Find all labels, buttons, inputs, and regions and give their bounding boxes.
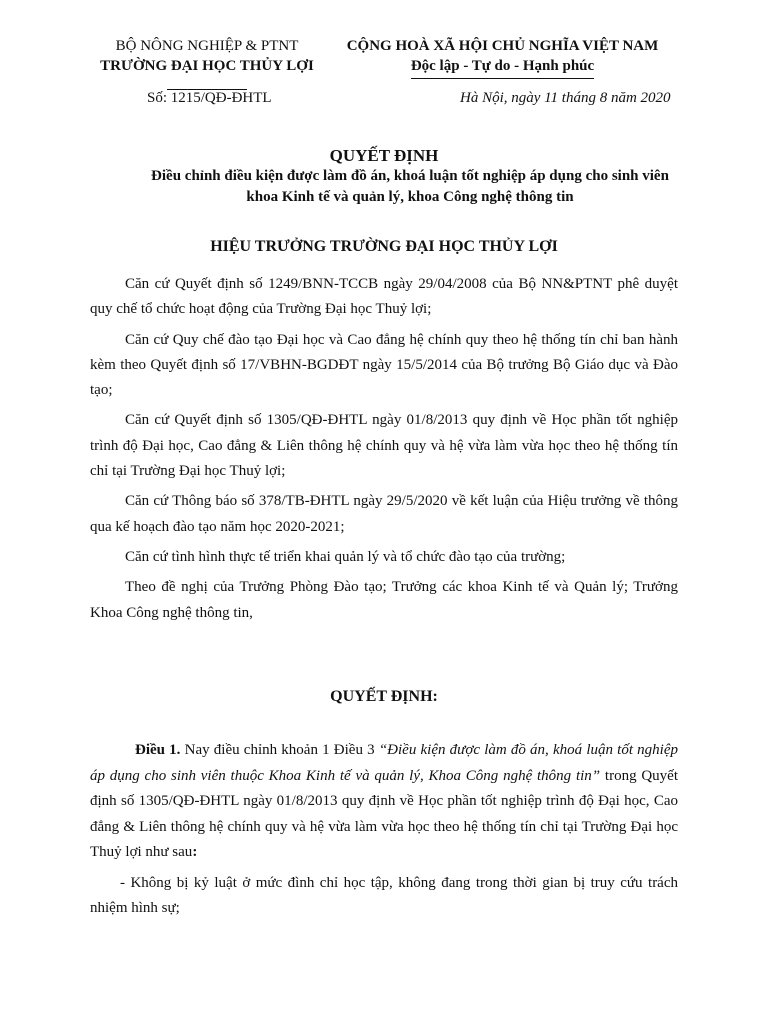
article-1-paragraph (90, 738, 678, 866)
article-1-colon: : (192, 844, 198, 860)
preamble-paragraph: Theo đề nghị của Trưởng Phòng Đào tạo; Trưởng các khoa Kinh tế và Quản lý; Trưởng Khoa Công nghệ thông tin, (90, 579, 678, 621)
document-subtitle: Điều chỉnh điều kiện được làm đồ án, khoá luận tốt nghiệp áp dụng cho sinh viên khoa Kinh tế và quản lý, khoa Công nghệ thông tin (151, 168, 669, 205)
issuer-block (92, 36, 322, 96)
ministry-name: BỘ NÔNG NGHIỆP & PTNT (115, 38, 299, 54)
article-1-quote: “Điều kiện được làm đồ án, khoá luận tốt nghiệp áp dụng cho sinh viên thuộc Khoa Kinh tế và quản lý, Khoa Công nghệ thông tin” (90, 742, 678, 784)
preamble-paragraph: Căn cứ Quyết định số 1249/BNN-TCCB ngày 29/04/2008 của Bộ NN&PTNT phê duyệt quy chế tổ chức hoạt động của Trường Đại học Thuỷ lợi; (90, 276, 678, 318)
national-motto: Độc lập - Tự do - Hạnh phúc (411, 56, 594, 79)
document-number: Số: 1215/QĐ-ĐHTL (147, 90, 272, 106)
article-1-label: Điều 1. (135, 742, 181, 758)
preamble-paragraph: Căn cứ Quy chế đào tạo Đại học và Cao đẳng hệ chính quy theo hệ thống tín chỉ ban hành kèm theo Quyết định số 17/VBHN-BGDĐT ngày 15/5/2014 của Bộ trưởng Bộ Giáo dục và Đào tạo; (90, 331, 678, 399)
university-name: TRƯỜNG ĐẠI HỌC THỦY LỢI (100, 58, 314, 74)
decision-heading: QUYẾT ĐỊNH: (330, 688, 438, 705)
preamble (90, 272, 678, 631)
article-1 (90, 738, 678, 927)
preamble-paragraph: Căn cứ tình hình thực tế triển khai quản lý và tổ chức đào tạo của trường; (125, 548, 566, 565)
article-1-bullet: - Không bị kỷ luật ở mức đình chỉ học tập, không đang trong thời gian bị truy cứu trách nhiệm hình sự; (90, 874, 678, 916)
document-date: Hà Nội, ngày 11 tháng 8 năm 2020 (460, 90, 671, 106)
republic-name: CỘNG HOÀ XÃ HỘI CHỦ NGHĨA VIỆT NAM (346, 38, 659, 54)
preamble-paragraph: Căn cứ Thông báo số 378/TB-ĐHTL ngày 29/5/2020 về kết luận của Hiệu trưởng về thông qua kế hoạch đào tạo năm học 2020-2021; (90, 493, 678, 535)
preamble-paragraph: Căn cứ Quyết định số 1305/QĐ-ĐHTL ngày 01/8/2013 quy định về Học phần tốt nghiệp trình độ Đại học, Cao đẳng & Liên thông hệ chính quy và hệ vừa làm vừa học theo hệ thống tín chỉ tại Trường Đại học Thuỷ lợi; (90, 412, 678, 480)
document-title: QUYẾT ĐỊNH (329, 146, 439, 165)
article-1-rest: trong Quyết định số 1305/QĐ-ĐHTL ngày 01/8/2013 quy định về Học phần tốt nghiệp trình độ Đại học, Cao đẳng & Liên thông hệ chính quy và hệ vừa làm vừa học theo hệ thống tín chỉ tại Trường Đại học Thuỷ lợi như sau (90, 767, 678, 860)
article-1-lead: Nay điều chỉnh khoản 1 Điều 3 (180, 742, 379, 758)
national-block (330, 36, 675, 79)
rector-heading: HIỆU TRƯỞNG TRƯỜNG ĐẠI HỌC THỦY LỢI (210, 238, 558, 255)
